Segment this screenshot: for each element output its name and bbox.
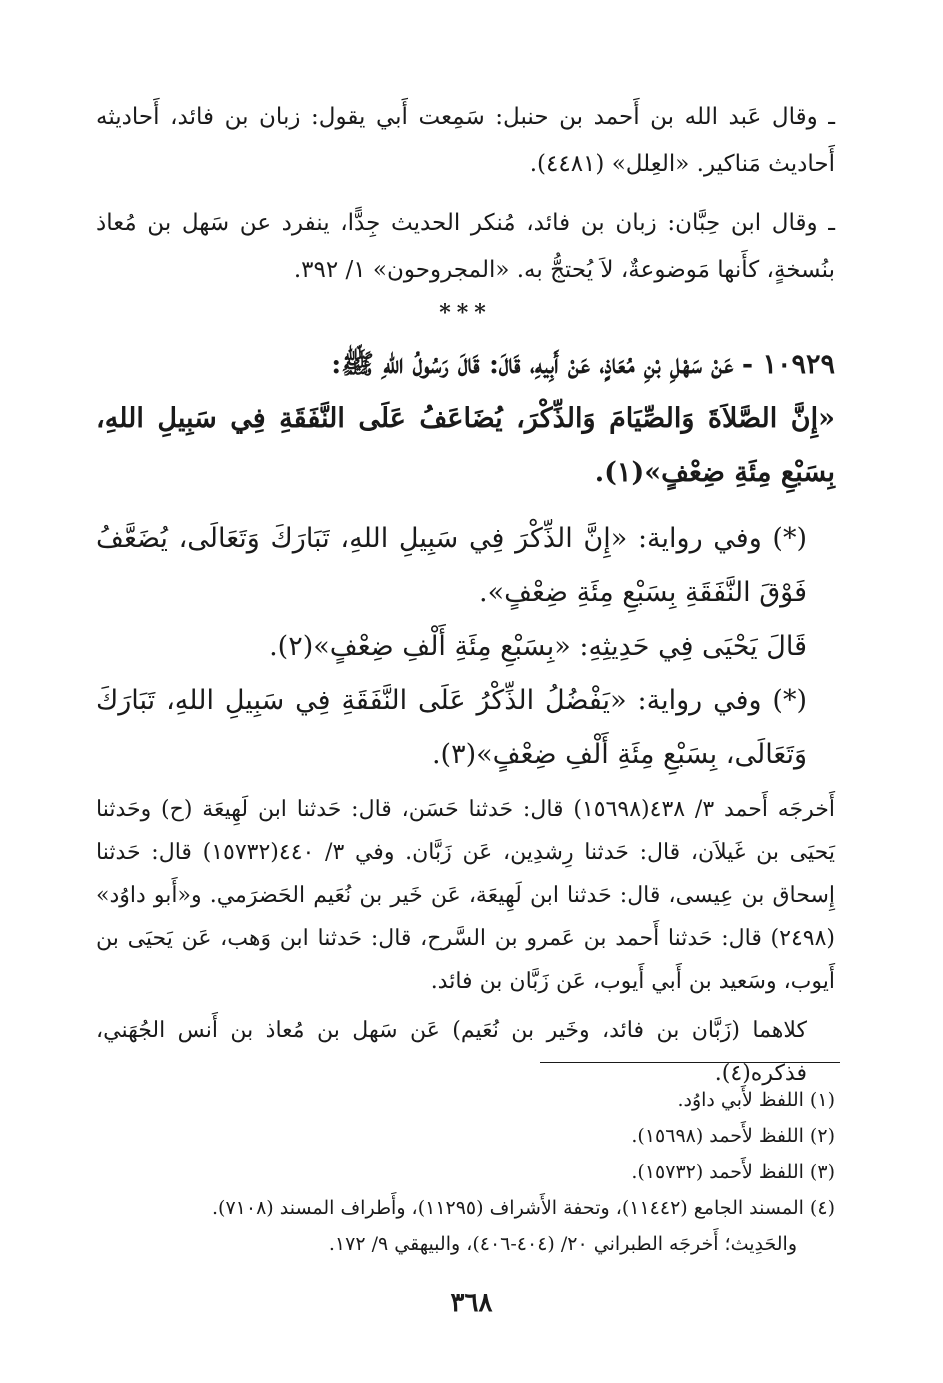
footnote-divider xyxy=(540,1062,840,1063)
narrator-critique-paragraph: ـ وقال ابن حِبَّان: زبان بن فائد، مُنكر الحديث جِدًّا، ينفرد عن سَهل بن مُعاذ بنُسخةٍ، كأَنها مَوضوعةٌ، لاَ يُحتجُّ به. «المجروحون» ١/ ٣٩٢. xyxy=(96,210,835,283)
footnote: (١) اللفظ لأَبي داوُد. xyxy=(677,1089,835,1111)
narrator-critique-paragraph: ـ وقال عَبد الله بن أَحمد بن حنبل: سَمِعت أَبي يقول: زبان بن فائد، أَحاديثه أَحاديث مَناكير. «العِلل» (٤٤٨١). xyxy=(96,104,835,177)
yahya-variant: قَالَ يَحْيَى فِي حَدِيثِهِ: «بِسَبْعِ مِئَةِ أَلْفِ ضِعْفٍ»(٢). xyxy=(269,631,807,662)
hadith-heading xyxy=(96,338,835,392)
hadith-number: ١٠٩٢٩ - xyxy=(741,349,835,380)
footnotes xyxy=(96,1082,835,1262)
takhrij-paragraph: أَخرجَه أَحمد ٣/ ٤٣٨(١٥٦٩٨) قال: حَدثنا حَسَن، قال: حَدثنا ابن لَهِيعَة (ح) وحَدثنا يَحيَى بن غَيلاَن، قال: حَدثنا رِشدِين، عَن زَبَّان. وفي ٣/ ٤٤٠(١٥٧٣٢) قال: حَدثنا إِسحاق بن عِيسى، قال: حَدثنا ابن لَهِيعَة، عَن خَير بن نُعَيم الحَضرَمي. و«أَبو داوُد» (٢٤٩٨) قال: حَدثنا أَحمد بن عَمرو بن السَّرح، قال: حَدثنا ابن وَهب، عَن يَحيَى بن أَيوب، وسَعيد بن أَبي أَيوب، عَن زَبَّان بن فائد. xyxy=(96,797,835,994)
riwaya-variant: (*) وفي رواية: «إِنَّ الذِّكْرَ فِي سَبِيلِ اللهِ، تَبَارَكَ وَتَعَالَى، يُضَعَّفُ فَوْقَ النَّفَقَةِ بِسَبْعِ مِئَةِ ضِعْفٍ». xyxy=(96,523,807,608)
riwaya-variant: (*) وفي رواية: «يَفْضُلُ الذِّكْرُ عَلَى النَّفَقَةِ فِي سَبِيلِ اللهِ، تَبَارَكَ وَتَعَالَى، بِسَبْعِ مِئَةِ أَلْفِ ضِعْفٍ»(٣). xyxy=(96,685,807,770)
hadith-isnad: عَنْ سَهْلِ بْنِ مُعَاذٍ، عَنْ أَبِيهِ، قَالَ: قَالَ رَسُولُ اللهِ ﷺ: xyxy=(331,349,734,380)
takhrij-summary: كلاهما (زَبَّان بن فائد، وخَير بن نُعَيم) عَن سَهل بن مُعاذ بن أَنس الجُهَني، فذكره(٤). xyxy=(96,1018,807,1086)
hadith-matn: «إِنَّ الصَّلاَةَ وَالصِّيَامَ وَالذِّكْرَ، يُضَاعَفُ عَلَى النَّفَقَةِ فِي سَبِيلِ اللهِ، بِسَبْعِ مِئَةِ ضِعْفٍ»(١). xyxy=(96,403,835,488)
page-number: ٣٦٨ xyxy=(450,1288,493,1318)
section-separator: *** xyxy=(439,300,492,326)
footnote: (٢) اللفظ لأَحمد (١٥٦٩٨). xyxy=(631,1125,835,1147)
footnote-continuation: والحَدِيث؛ أَخرجَه الطبراني ٢٠/ (٤٠٤-٤٠٦)، والبيهقي ٩/ ١٧٢. xyxy=(328,1233,797,1255)
footnote: (٤) المسند الجامع (١١٤٤٢)، وتحفة الأَشراف (١١٢٩٥)، وأَطراف المسند (٧١٠٨). xyxy=(212,1197,835,1219)
footnote: (٣) اللفظ لأَحمد (١٥٧٣٢). xyxy=(631,1161,835,1183)
